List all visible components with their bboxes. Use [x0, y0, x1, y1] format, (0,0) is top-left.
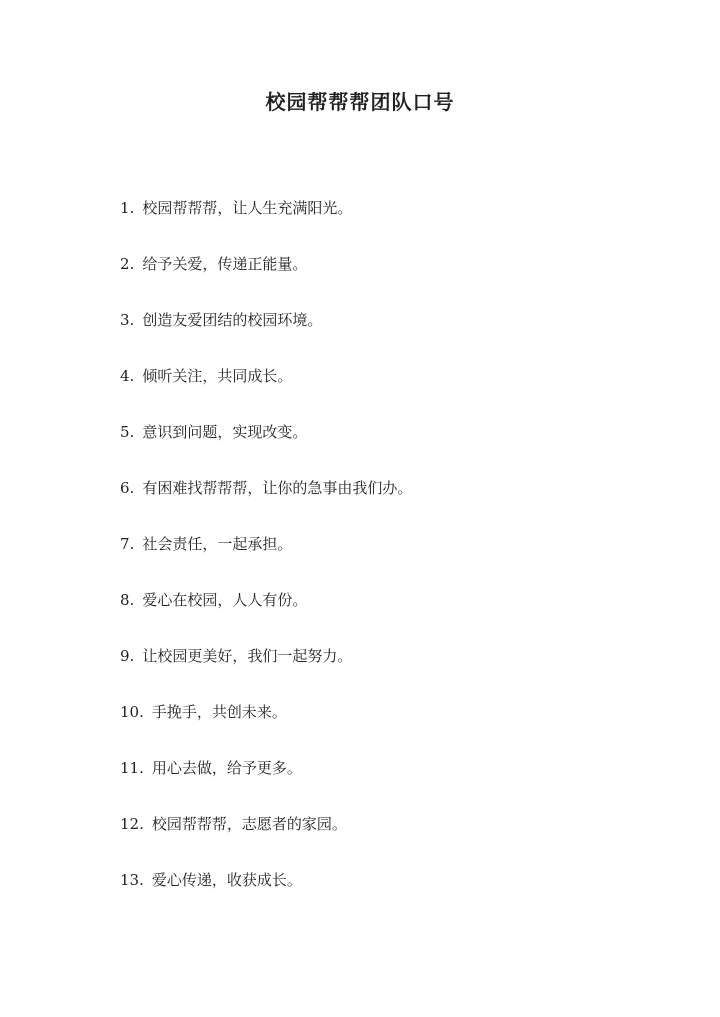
list-item: [120, 476, 412, 532]
item-number: 4.: [120, 367, 135, 385]
item-text: 意识到问题，实现改变。: [142, 423, 308, 441]
item-number: 10.: [120, 703, 144, 721]
item-number: 7.: [120, 535, 135, 553]
list-item: [120, 308, 412, 364]
item-number: 3.: [120, 311, 135, 329]
item-text: 社会责任，一起承担。: [142, 535, 293, 553]
item-number: 5.: [120, 423, 135, 441]
item-number: 9.: [120, 647, 135, 665]
item-text: 校园帮帮帮，志愿者的家园。: [151, 815, 347, 833]
list-item: [120, 588, 412, 644]
item-text: 有困难找帮帮帮，让你的急事由我们办。: [142, 479, 413, 497]
item-number: 1.: [120, 199, 135, 217]
item-number: 6.: [120, 479, 135, 497]
item-text: 创造友爱团结的校园环境。: [142, 311, 323, 329]
list-item: [120, 868, 412, 924]
item-text: 校园帮帮帮，让人生充满阳光。: [142, 199, 353, 217]
item-text: 让校园更美好，我们一起努力。: [142, 647, 353, 665]
item-text: 倾听关注，共同成长。: [142, 367, 293, 385]
list-item: [120, 700, 412, 756]
list-item: [120, 420, 412, 476]
item-text: 给予关爱，传递正能量。: [142, 255, 308, 273]
page-title: 校园帮帮帮团队口号: [265, 90, 455, 114]
list-item: [120, 252, 412, 308]
item-number: 12.: [120, 815, 144, 833]
item-number: 13.: [120, 871, 144, 889]
item-number: 11.: [120, 759, 144, 777]
list-item: [120, 644, 412, 700]
list-item: [120, 756, 412, 812]
list-item: [120, 812, 412, 868]
list-item: [120, 532, 412, 588]
item-text: 爱心在校园，人人有份。: [142, 591, 308, 609]
item-number: 8.: [120, 591, 135, 609]
item-text: 用心去做，给予更多。: [151, 759, 302, 777]
list-item: [120, 364, 412, 420]
slogan-list: [120, 196, 412, 924]
item-text: 手挽手，共创未来。: [151, 703, 287, 721]
list-item: [120, 196, 412, 252]
item-text: 爱心传递，收获成长。: [151, 871, 302, 889]
item-number: 2.: [120, 255, 135, 273]
